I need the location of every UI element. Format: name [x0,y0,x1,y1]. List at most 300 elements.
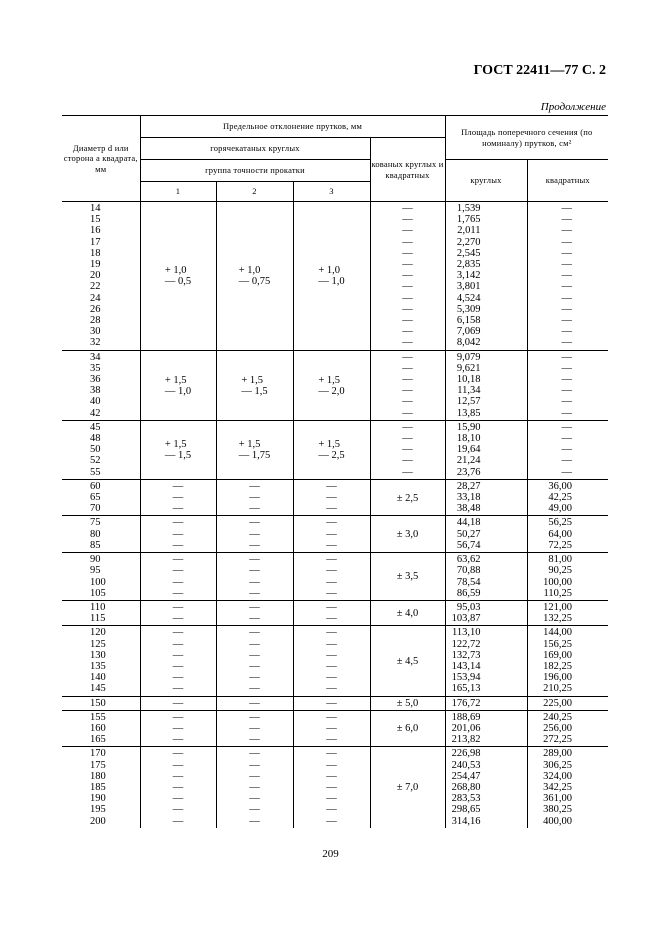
deviation-value: — 1,5 [241,385,268,397]
round-area-cell: 21,24 [445,455,527,466]
deviation-dash-cell: — [293,696,370,710]
round-area-cell: 201,06 [445,723,527,734]
deviation-dash-cell: — [216,804,293,815]
round-area-cell: 113,10 [445,626,527,639]
diameter-cell: 52 [90,455,101,467]
round-area-cell: 153,94 [445,672,527,683]
deviation-dash-cell: — [140,503,216,516]
diameter-cell: 36 [90,374,101,386]
deviation-dash-cell: — [293,816,370,828]
forged-cell: ± 3,0 [370,516,445,553]
square-area-cell: — [527,281,608,292]
square-area-cell: — [527,433,608,444]
col-accuracy-header: группа точности прокатки [140,160,370,182]
deviation-dash-cell: — [140,661,216,672]
round-area-cell: 28,27 [445,479,527,492]
table-row [62,747,608,760]
square-area-cell: 100,00 [527,577,608,588]
forged-cell: — [370,337,445,350]
deviation-dash-cell: — [216,492,293,503]
round-area-cell: 56,74 [445,540,527,553]
table-row [62,771,608,782]
round-area-cell: 1,765 [445,214,527,225]
dev1-cell [140,420,216,479]
round-area-cell: 2,011 [445,225,527,236]
deviation-dash-cell: — [216,793,293,804]
square-area-cell: 72,25 [527,540,608,553]
deviation-dash-cell: — [293,540,370,553]
forged-cell: ± 6,0 [370,710,445,747]
square-area-cell: 272,25 [527,734,608,747]
deviation-dash-cell: — [140,683,216,696]
deviation-dash-cell: — [293,782,370,793]
deviation-dash-cell: — [140,479,216,492]
square-area-cell: 256,00 [527,723,608,734]
square-area-cell: 56,25 [527,516,608,529]
table-row [62,577,608,588]
deviation-dash-cell: — [293,804,370,815]
deviation-dash-cell: — [216,747,293,760]
diameter-cell: 195 [90,804,106,816]
table-row [62,804,608,815]
round-area-cell: 3,801 [445,281,527,292]
deviation-dash-cell: — [293,639,370,650]
table-row [62,540,608,553]
forged-cell: — [370,363,445,374]
square-area-cell: — [527,326,608,337]
forged-cell: — [370,455,445,466]
forged-cell: — [370,259,445,270]
table-row [62,529,608,540]
table-row [62,672,608,683]
deviation-dash-cell: — [293,529,370,540]
forged-cell: — [370,467,445,480]
deviation-dash-cell: — [140,771,216,782]
deviation-dash-cell: — [140,529,216,540]
round-area-cell: 95,03 [445,600,527,613]
round-area-cell: 226,98 [445,747,527,760]
deviation-dash-cell: — [140,600,216,613]
round-area-cell: 13,85 [445,408,527,421]
deviation-dash-cell: — [140,516,216,529]
deviation-dash-cell: — [216,661,293,672]
deviation-dash-cell: — [140,747,216,760]
deviation-dash-cell: — [216,771,293,782]
diameter-cell: 105 [90,587,106,599]
table-row [62,479,608,492]
square-area-cell: — [527,293,608,304]
square-area-cell: — [527,408,608,421]
deviation-dash-cell: — [293,577,370,588]
round-area-cell: 38,48 [445,503,527,516]
square-area-cell: 90,25 [527,565,608,576]
continuation-label: Продолжение [540,101,606,113]
square-area-cell: 81,00 [527,553,608,566]
round-area-cell: 298,65 [445,804,527,815]
diameter-cell: 35 [90,362,101,374]
deviation-dash-cell: — [140,492,216,503]
deviation-dash-cell: — [140,696,216,710]
diameter-cell: 70 [90,503,101,515]
deviation-value: + 1,5 [164,374,187,386]
square-area-cell: 400,00 [527,816,608,828]
square-area-cell: — [527,225,608,236]
deviation-dash-cell: — [140,760,216,771]
round-area-cell: 1,539 [445,202,527,215]
diameter-cell: 115 [90,613,106,625]
square-area-cell: — [527,444,608,455]
forged-cell: — [370,315,445,326]
round-area-cell: 50,27 [445,529,527,540]
deviation-value: — 0,75 [238,276,271,288]
table-row [62,492,608,503]
table-row [62,350,608,363]
diameter-cell: 19 [90,259,101,271]
deviation-dash-cell: — [293,683,370,696]
deviation-dash-cell: — [216,565,293,576]
square-area-cell: 36,00 [527,479,608,492]
deviation-dash-cell: — [216,600,293,613]
table-row [62,782,608,793]
round-area-cell: 188,69 [445,710,527,723]
deviation-dash-cell: — [293,734,370,747]
square-area-cell: — [527,420,608,433]
deviation-dash-cell: — [293,600,370,613]
diameter-cell: 100 [90,576,106,588]
square-area-cell: 182,25 [527,661,608,672]
square-area-cell: — [527,214,608,225]
deviation-dash-cell: — [140,588,216,601]
diameter-cell: 26 [90,303,101,315]
round-area-cell: 4,524 [445,293,527,304]
round-area-cell: 122,72 [445,639,527,650]
deviation-dash-cell: — [216,479,293,492]
square-area-cell: — [527,396,608,407]
dev2-cell [216,350,293,420]
diameter-cell: 80 [90,528,101,540]
diameter-cell: 90 [62,553,140,566]
deviation-value: + 1,0 [238,265,261,277]
square-area-cell: 42,25 [527,492,608,503]
forged-cell: — [370,433,445,444]
forged-cell: — [370,408,445,421]
deviation-value: — 1,5 [164,450,192,462]
diameter-cell: 60 [62,479,140,492]
deviation-dash-cell: — [293,492,370,503]
round-area-cell: 2,270 [445,237,527,248]
deviation-dash-cell: — [216,626,293,639]
dev2-cell [216,420,293,479]
deviation-dash-cell: — [140,672,216,683]
diameter-cell: 95 [90,565,101,577]
deviation-dash-cell: — [216,760,293,771]
deviation-value: — 2,5 [318,450,345,462]
deviation-dash-cell: — [293,588,370,601]
forged-cell: ± 7,0 [370,747,445,828]
round-area-cell: 23,76 [445,467,527,480]
deviation-dash-cell: — [140,639,216,650]
deviation-dash-cell: — [293,661,370,672]
forged-cell: — [370,214,445,225]
diameter-cell: 175 [90,759,106,771]
deviation-value: — 2,0 [318,385,345,397]
col-diameter-header: Диаметр d или сторона a квадрата, мм [62,116,140,202]
round-area-cell: 78,54 [445,577,527,588]
page-number: 209 [322,848,339,860]
deviation-dash-cell: — [216,672,293,683]
round-area-cell: 11,34 [445,385,527,396]
deviation-dash-cell: — [216,696,293,710]
tolerance-table [62,115,608,828]
round-area-cell: 18,10 [445,433,527,444]
square-area-cell: — [527,237,608,248]
deviation-dash-cell: — [293,479,370,492]
diameter-cell: 42 [90,407,101,419]
diameter-cell: 85 [90,539,101,551]
forged-cell: — [370,396,445,407]
deviation-dash-cell: — [293,503,370,516]
round-area-cell: 254,47 [445,771,527,782]
forged-cell: — [370,237,445,248]
square-area-cell: — [527,385,608,396]
deviation-dash-cell: — [140,565,216,576]
square-area-cell: 169,00 [527,650,608,661]
round-area-cell: 165,13 [445,683,527,696]
square-area-cell: 289,00 [527,747,608,760]
table-row [62,202,608,215]
table-row [62,503,608,516]
diameter-cell: 14 [62,202,140,215]
round-area-cell: 3,142 [445,270,527,281]
deviation-dash-cell: — [216,588,293,601]
diameter-cell: 190 [90,793,106,805]
dev1-cell [140,202,216,351]
diameter-cell: 125 [90,638,106,650]
square-area-cell: — [527,350,608,363]
round-area-cell: 132,73 [445,650,527,661]
deviation-dash-cell: — [216,723,293,734]
round-area-cell: 63,62 [445,553,527,566]
diameter-cell: 17 [90,236,101,248]
forged-cell: — [370,225,445,236]
round-area-cell: 268,80 [445,782,527,793]
square-area-cell: 132,25 [527,613,608,626]
table-row [62,639,608,650]
deviation-dash-cell: — [216,577,293,588]
diameter-cell: 20 [90,270,101,282]
square-area-cell: 64,00 [527,529,608,540]
round-area-cell: 70,88 [445,565,527,576]
deviation-value: + 1,0 [164,265,187,277]
diameter-cell: 150 [62,696,140,710]
table-row [62,793,608,804]
round-area-cell: 314,16 [445,816,527,828]
deviation-dash-cell: — [293,613,370,626]
round-area-cell: 283,53 [445,793,527,804]
deviation-dash-cell: — [293,710,370,723]
square-area-cell: 240,25 [527,710,608,723]
square-area-cell: 49,00 [527,503,608,516]
table-row [62,553,608,566]
deviation-dash-cell: — [216,529,293,540]
diameter-cell: 24 [90,292,101,304]
round-area-cell: 7,069 [445,326,527,337]
deviation-dash-cell: — [216,710,293,723]
forged-cell: — [370,304,445,315]
forged-cell: ± 3,5 [370,553,445,601]
square-area-cell: 225,00 [527,696,608,710]
round-area-cell: 2,545 [445,248,527,259]
diameter-cell: 30 [90,326,101,338]
forged-cell: — [370,270,445,281]
col-forged-header: кованых круглых и квадратных [370,138,445,202]
round-area-cell: 213,82 [445,734,527,747]
forged-cell: — [370,326,445,337]
square-area-cell: — [527,455,608,466]
diameter-cell: 185 [90,781,106,793]
round-area-cell: 44,18 [445,516,527,529]
deviation-dash-cell: — [293,672,370,683]
deviation-dash-cell: — [216,516,293,529]
deviation-dash-cell: — [140,782,216,793]
diameter-cell: 45 [62,420,140,433]
diameter-cell: 50 [90,444,101,456]
diameter-cell: 120 [62,626,140,639]
round-area-cell: 176,72 [445,696,527,710]
table-row [62,420,608,433]
deviation-dash-cell: — [216,650,293,661]
diameter-cell: 180 [90,770,106,782]
deviation-value: — 1,0 [318,276,345,288]
square-area-cell: 196,00 [527,672,608,683]
table-row [62,600,608,613]
diameter-cell: 55 [90,466,101,478]
deviation-dash-cell: — [140,734,216,747]
round-area-cell: 15,90 [445,420,527,433]
diameter-cell: 16 [90,225,101,237]
deviation-dash-cell: — [140,553,216,566]
deviation-dash-cell: — [216,553,293,566]
table-row [62,626,608,639]
round-area-cell: 12,57 [445,396,527,407]
square-area-cell: 324,00 [527,771,608,782]
deviation-value: + 1,0 [318,265,341,277]
square-area-cell: 210,25 [527,683,608,696]
diameter-cell: 48 [90,433,101,445]
table-row [62,650,608,661]
deviation-value: — 0,5 [164,276,192,288]
square-area-cell: 121,00 [527,600,608,613]
deviation-dash-cell: — [216,503,293,516]
dev1-cell [140,350,216,420]
deviation-dash-cell: — [293,553,370,566]
diameter-cell: 34 [62,350,140,363]
square-area-cell: 380,25 [527,804,608,815]
forged-cell: — [370,374,445,385]
square-area-cell: — [527,374,608,385]
square-area-cell: — [527,467,608,480]
table-body [62,202,608,828]
round-area-cell: 143,14 [445,661,527,672]
diameter-cell: 145 [90,683,106,695]
square-area-cell: 156,25 [527,639,608,650]
deviation-value: + 1,5 [241,374,264,386]
round-area-cell: 240,53 [445,760,527,771]
diameter-cell: 140 [90,672,106,684]
diameter-cell: 15 [90,214,101,226]
dev2-cell [216,202,293,351]
col-hot-rolled-header: горячекатаных круглых [140,138,370,160]
deviation-value: + 1,5 [318,374,341,386]
forged-cell: — [370,293,445,304]
forged-cell: ± 4,0 [370,600,445,625]
diameter-cell: 38 [90,385,101,397]
deviation-dash-cell: — [293,565,370,576]
forged-cell: ± 5,0 [370,696,445,710]
dev3-cell [293,350,370,420]
table-row [62,723,608,734]
diameter-cell: 155 [62,710,140,723]
square-area-cell: — [527,363,608,374]
diameter-cell: 170 [62,747,140,760]
round-area-cell: 103,87 [445,613,527,626]
forged-cell: — [370,385,445,396]
round-area-cell: 10,18 [445,374,527,385]
deviation-value: + 1,5 [238,439,261,451]
diameter-cell: 110 [62,600,140,613]
round-area-cell: 33,18 [445,492,527,503]
deviation-dash-cell: — [216,540,293,553]
forged-cell: — [370,420,445,433]
table-row [62,710,608,723]
deviation-dash-cell: — [293,760,370,771]
square-area-cell: — [527,248,608,259]
diameter-cell: 160 [90,722,106,734]
table-row [62,661,608,672]
table-row [62,760,608,771]
round-area-cell: 2,835 [445,259,527,270]
deviation-dash-cell: — [140,804,216,815]
deviation-dash-cell: — [216,782,293,793]
forged-cell: — [370,350,445,363]
round-area-cell: 6,158 [445,315,527,326]
deviation-value: — 1,75 [238,450,271,462]
forged-cell: ± 4,5 [370,626,445,696]
diameter-cell: 22 [90,281,101,293]
forged-cell: — [370,202,445,215]
table-row [62,816,608,828]
diameter-cell: 65 [90,492,101,504]
round-area-cell: 19,64 [445,444,527,455]
square-area-cell: — [527,304,608,315]
square-area-cell: — [527,337,608,350]
deviation-value: + 1,5 [164,439,187,451]
col-group-3: 3 [293,182,370,202]
round-area-cell: 9,079 [445,350,527,363]
col-round-header: круглых [445,160,527,202]
forged-cell: — [370,444,445,455]
table-row [62,734,608,747]
square-area-cell: 306,25 [527,760,608,771]
deviation-dash-cell: — [293,771,370,782]
diameter-cell: 40 [90,396,101,408]
table-row [62,565,608,576]
dev3-cell [293,420,370,479]
diameter-cell: 28 [90,315,101,327]
round-area-cell: 86,59 [445,588,527,601]
deviation-dash-cell: — [216,683,293,696]
deviation-dash-cell: — [216,639,293,650]
